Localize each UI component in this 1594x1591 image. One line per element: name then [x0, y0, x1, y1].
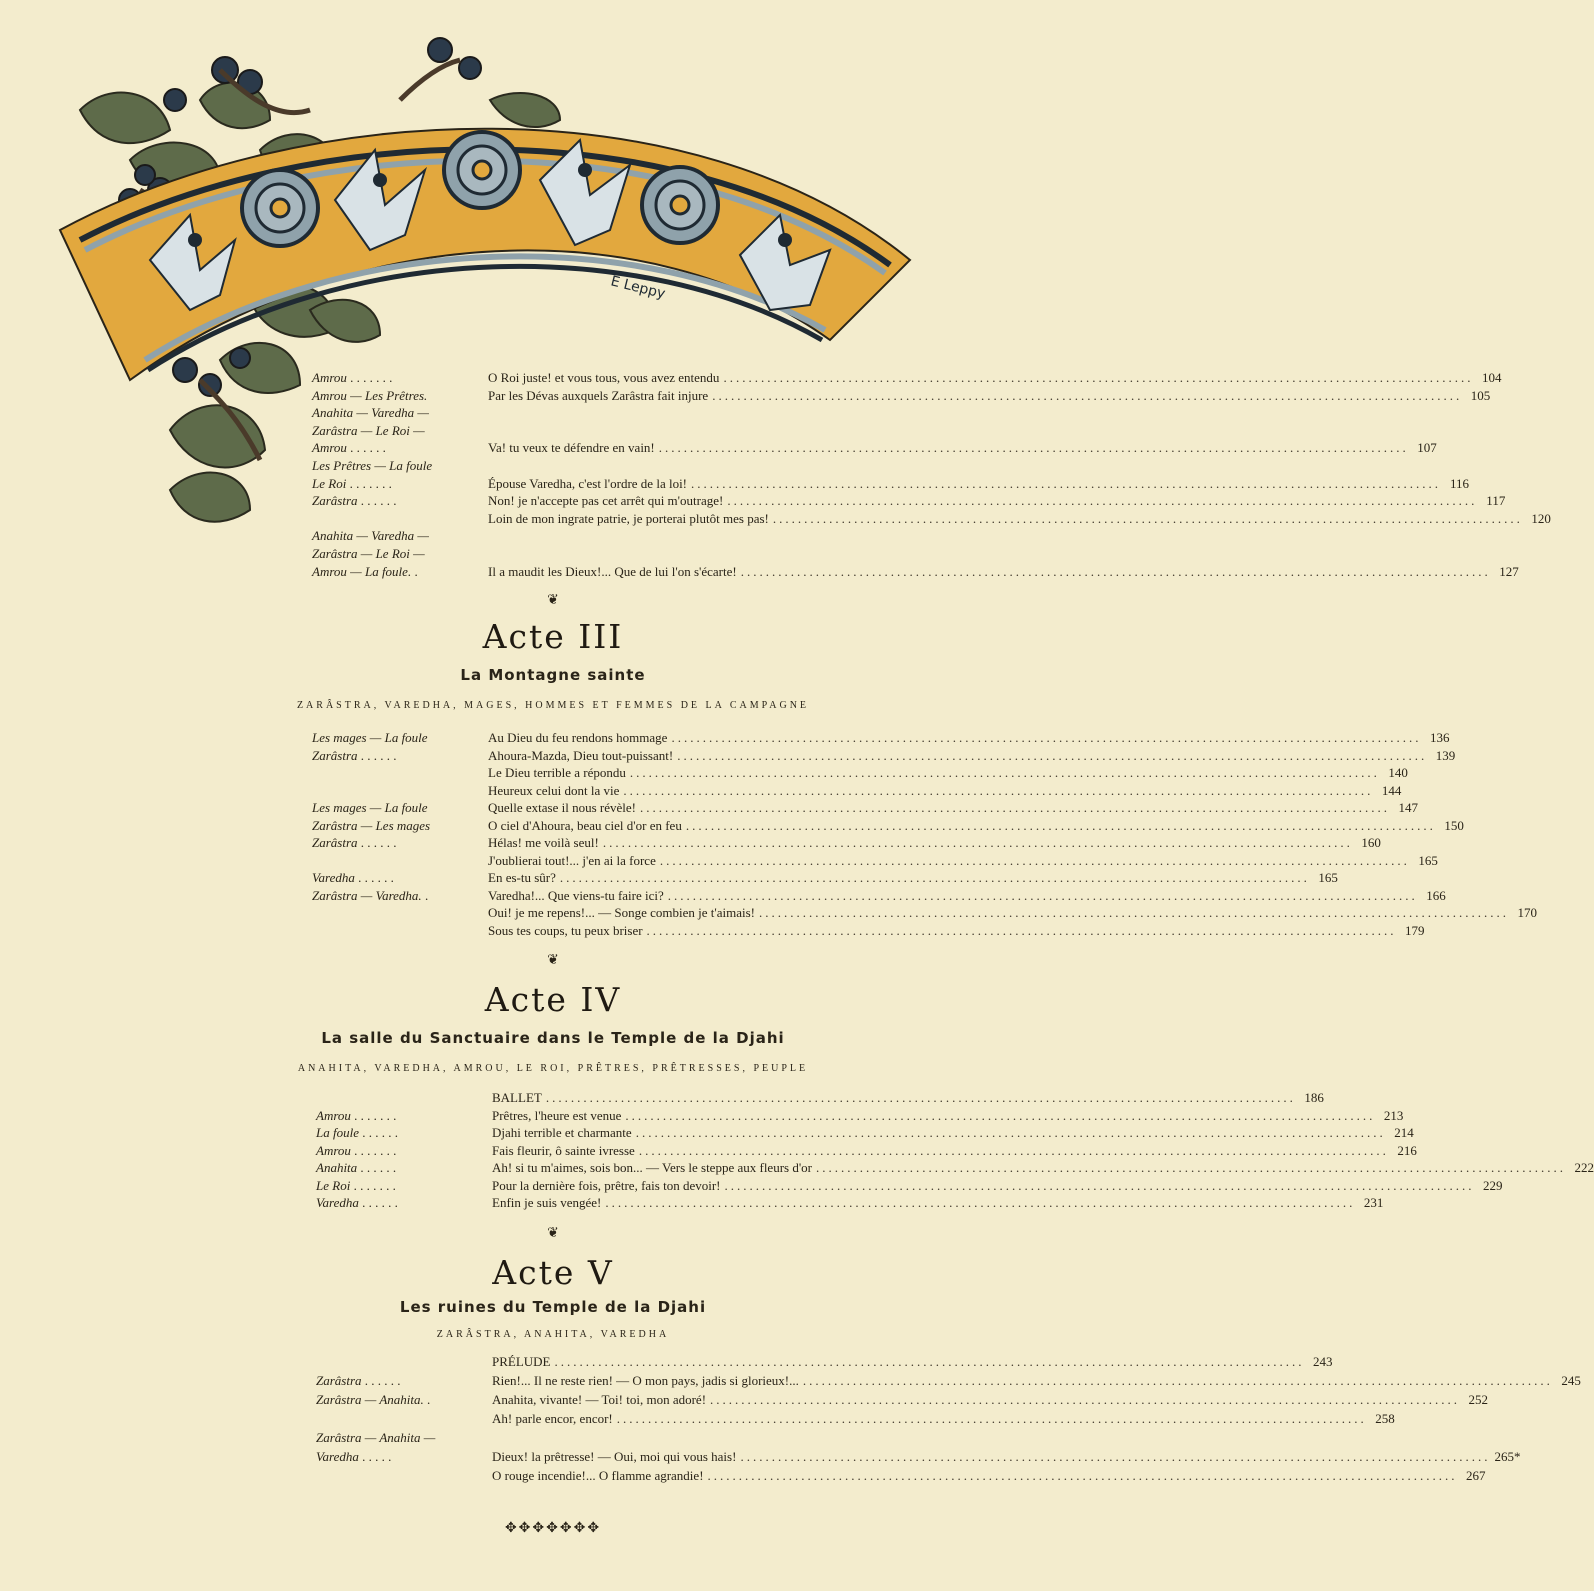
character-name [312, 835, 397, 851]
page-number: 160 [1361, 835, 1381, 850]
dot-leader: ........................................................................................................................ [659, 852, 1410, 868]
character-label: Zarâstra [312, 493, 358, 509]
page-number: 267 [1466, 1468, 1486, 1483]
leader-dots: . . . . . . [364, 1373, 401, 1388]
leader-dots: . . . . . . . [354, 1107, 397, 1123]
cue-text: Par les Dévas auxquels Zarâstra fait injure [488, 387, 709, 403]
cue-text: Quelle extase il nous révèle! [488, 800, 636, 815]
character-label: Le Roi [316, 1177, 351, 1193]
cue-text: Ah! parle encor, encor! [492, 1411, 613, 1426]
character-label: Amrou [316, 1107, 351, 1123]
character-label: Amrou [312, 370, 347, 385]
leader-dots: . . . . . . . [350, 370, 393, 385]
tailpiece-ornament-icon: ✥✥✥✥✥✥✥ [504, 1521, 602, 1536]
page-number: 116 [1449, 475, 1470, 491]
character-label: Zarâstra — Le Roi — [312, 422, 425, 438]
dot-leader: ........................................................................................................................ [710, 1392, 1461, 1407]
leader-dots: . [414, 563, 418, 579]
act4-title: Acte IV [484, 980, 622, 1019]
page-number: 179 [1405, 922, 1425, 938]
fleuron-divider-icon: ❦ [547, 953, 559, 968]
character-name [312, 748, 397, 764]
character-name [312, 800, 428, 816]
character-name [312, 870, 394, 886]
act3-title: Acte III [482, 617, 624, 656]
character-label: Anahita [316, 1160, 358, 1175]
dot-leader: ........................................................................................................................ [640, 800, 1390, 815]
character-label: Les Prêtres — La foule [312, 458, 433, 473]
page-number: 140 [1388, 765, 1408, 780]
cue-line [492, 1392, 1489, 1408]
leader-dots: . . . . . . . [353, 1177, 396, 1193]
character-name [312, 423, 425, 439]
cue-text: En es-tu sûr? [488, 870, 556, 885]
character-name [316, 1449, 391, 1465]
cue-line [492, 1468, 1486, 1484]
dot-leader: ........................................................................................................................ [658, 440, 1409, 456]
cue-line [488, 730, 1450, 746]
character-label: Zarâstra [316, 1373, 362, 1388]
cue-line [488, 887, 1446, 904]
dot-leader: ........................................................................................................................ [802, 1373, 1553, 1388]
cue-line [492, 1354, 1333, 1370]
page-number: 105 [1470, 387, 1491, 403]
page-number: 170 [1517, 905, 1537, 920]
dot-leader: ........................................................................................................................ [712, 387, 1463, 403]
dot-leader: ........................................................................................................................ [723, 370, 1474, 385]
cue-text: Sous tes coups, tu peux briser [488, 922, 643, 938]
character-name [312, 458, 432, 474]
character-label: Anahita — Varedha — [312, 528, 429, 544]
dot-leader: ........................................................................................................................ [727, 493, 1478, 509]
dot-leader: ........................................................................................................................ [625, 1107, 1376, 1123]
page-number: 243 [1313, 1354, 1333, 1369]
character-label: Zarâstra — Anahita. [316, 1392, 424, 1407]
character-label: Anahita — Varedha — [312, 405, 429, 421]
act3-subtitle: La Montagne sainte [460, 666, 646, 684]
character-name [312, 546, 425, 562]
cue-text: O ciel d'Ahoura, beau ciel d'or en feu [488, 817, 682, 833]
page-number: 117 [1486, 493, 1506, 509]
cue-line [488, 475, 1470, 492]
character-name [316, 1125, 398, 1141]
artist-signature: E Leppy [609, 273, 667, 303]
page-number: 265* [1494, 1449, 1521, 1464]
character-label: Zarâstra [312, 835, 358, 850]
character-label: Varedha [312, 870, 355, 885]
leader-dots: . . . . . . [362, 1195, 398, 1210]
cue-line [488, 905, 1537, 921]
page-number: 147 [1398, 800, 1418, 815]
cue-text: Enfin je suis vengée! [492, 1195, 602, 1210]
page-number: 229 [1483, 1177, 1503, 1193]
decorative-frieze [50, 40, 940, 550]
dot-leader: ........................................................................................................................ [629, 765, 1380, 780]
character-name [316, 1143, 396, 1159]
leader-dots: . . . . . [362, 1449, 392, 1464]
cue-line [488, 387, 1491, 404]
page-number: 107 [1417, 440, 1437, 456]
cue-line [488, 765, 1408, 781]
dot-leader: ........................................................................................................................ [816, 1160, 1567, 1175]
page-number: 231 [1363, 1195, 1384, 1210]
character-label: Zarâstra — Anahita — [316, 1430, 436, 1445]
cue-line [488, 370, 1502, 386]
cue-line [492, 1195, 1384, 1211]
act3-cast: ZARÂSTRA, VAREDHA, MAGES, HOMMES ET FEMMES DE LA CAMPAGNE [296, 700, 810, 711]
dot-leader: ........................................................................................................................ [671, 730, 1422, 745]
cue-text: Prêtres, l'heure est venue [492, 1107, 622, 1123]
character-name [312, 370, 392, 386]
dot-leader: ........................................................................................................................ [724, 1177, 1475, 1193]
page-number: 213 [1383, 1107, 1404, 1123]
character-name [316, 1430, 435, 1446]
cue-line [492, 1125, 1414, 1141]
cue-text: Il a maudit les Dieux!... Que de lui l'on s'écarte! [488, 563, 737, 579]
dot-leader: ........................................................................................................................ [740, 563, 1491, 579]
dot-leader: ........................................................................................................................ [635, 1125, 1386, 1140]
character-name [312, 818, 430, 834]
page-number: 144 [1381, 782, 1402, 798]
dot-leader: ........................................................................................................................ [623, 782, 1374, 798]
character-name [316, 1178, 396, 1194]
character-name [312, 730, 428, 746]
character-label: Zarâstra — Varedha. [312, 887, 422, 903]
act5-subtitle: Les ruines du Temple de la Djahi [399, 1298, 707, 1316]
dot-leader: ........................................................................................................................ [602, 835, 1353, 850]
character-name [316, 1195, 398, 1211]
dot-leader: ........................................................................................................................ [545, 1090, 1296, 1105]
character-name [316, 1373, 401, 1389]
character-label: Amrou — Les Prêtres. [312, 387, 428, 403]
fleuron-divider-icon: ❦ [547, 1226, 559, 1241]
character-label: Les mages — La foule [312, 730, 428, 745]
cue-line [492, 1160, 1594, 1176]
cue-text: J'oublierai tout!... j'en ai la force [488, 852, 656, 868]
cue-text: Djahi terrible et charmante [492, 1125, 632, 1140]
character-label: Varedha [316, 1449, 359, 1464]
cue-line [488, 563, 1519, 580]
page-number: 120 [1531, 510, 1551, 526]
dot-leader: ........................................................................................................................ [772, 510, 1523, 526]
cue-text: Épouse Varedha, c'est l'ordre de la loi! [488, 475, 688, 491]
character-name [312, 405, 429, 421]
cue-text: Au Dieu du feu rendons hommage [488, 730, 668, 745]
character-label: La foule [316, 1125, 359, 1140]
cue-line [488, 800, 1418, 816]
cue-line [488, 817, 1464, 834]
page-number: 258 [1375, 1411, 1395, 1426]
dot-leader: ........................................................................................................................ [691, 475, 1442, 491]
cue-line [492, 1107, 1404, 1124]
page-number: 222 [1574, 1160, 1594, 1175]
character-name [312, 493, 397, 509]
cue-text: Va! tu veux te défendre en vain! [488, 440, 655, 456]
dot-leader: ........................................................................................................................ [677, 747, 1428, 763]
page-number: 214 [1394, 1125, 1414, 1140]
cue-text: Heureux celui dont la vie [488, 782, 620, 798]
character-name [316, 1160, 396, 1176]
character-name [316, 1392, 430, 1408]
act4-cast: ANAHITA, VAREDHA, AMROU, LE ROI, PRÊTRES, PRÊTRESSES, PEUPLE [297, 1063, 809, 1074]
cue-line [488, 870, 1338, 886]
cue-line [492, 1449, 1521, 1465]
page-number: 245 [1561, 1373, 1581, 1388]
act4-subtitle: La salle du Sanctuaire dans le Temple de la Djahi [321, 1029, 785, 1047]
cue-text: Pour la dernière fois, prêtre, fais ton devoir! [492, 1177, 721, 1193]
cue-text: O rouge incendie!... O flamme agrandie! [492, 1468, 704, 1483]
cue-text: Oui! je me repens!... — Songe combien je t'aimais! [488, 905, 755, 920]
cue-line [488, 852, 1438, 869]
page-number: 186 [1304, 1090, 1324, 1105]
dot-leader: ........................................................................................................................ [667, 887, 1418, 903]
character-name [316, 1108, 396, 1124]
dot-leader: ........................................................................................................................ [554, 1354, 1305, 1369]
dot-leader: ........................................................................................................................ [559, 870, 1310, 885]
dot-leader: ........................................................................................................................ [638, 1142, 1389, 1158]
page-number: 139 [1435, 747, 1456, 763]
character-label: Zarâstra [312, 747, 358, 763]
character-label: Amrou [316, 1142, 351, 1158]
leader-dots: . [427, 1392, 431, 1407]
cue-text: O Roi juste! et vous tous, vous avez entendu [488, 370, 720, 385]
cue-line [492, 1411, 1395, 1427]
leader-dots: . . . . . . [362, 1125, 398, 1140]
page-number: 104 [1481, 370, 1502, 385]
character-name [312, 476, 392, 492]
page-number: 165 [1318, 870, 1338, 885]
dot-leader: ........................................................................................................................ [740, 1449, 1491, 1464]
cue-text: BALLET [492, 1090, 542, 1105]
dot-leader: ........................................................................................................................ [685, 817, 1436, 833]
character-label: Zarâstra — Les mages [312, 817, 431, 833]
leader-dots: . [424, 887, 429, 903]
character-name [312, 888, 428, 904]
act5-cast: ZARÂSTRA, ANAHITA, VAREDHA [436, 1329, 670, 1340]
dot-leader: ........................................................................................................................ [646, 922, 1397, 938]
dot-leader: ........................................................................................................................ [758, 905, 1509, 920]
leader-dots: . . . . . . [360, 493, 397, 509]
character-name [312, 528, 429, 544]
cue-line [488, 440, 1437, 456]
cue-line [488, 835, 1381, 851]
page-number: 165 [1418, 852, 1438, 868]
cue-line [492, 1090, 1324, 1106]
cue-text: Dieux! la prêtresse! — Oui, moi qui vous hais! [492, 1449, 737, 1464]
character-label: Zarâstra — Le Roi — [312, 546, 425, 561]
cue-text: Ahoura-Mazda, Dieu tout-puissant! [488, 747, 674, 763]
character-label: Varedha [316, 1195, 359, 1210]
character-name [312, 388, 427, 404]
character-name [312, 440, 386, 456]
cue-text: Loin de mon ingrate patrie, je porterai plutôt mes pas! [488, 510, 769, 526]
character-label: Amrou [312, 440, 347, 456]
page-number: 150 [1444, 817, 1464, 833]
cue-line [488, 782, 1402, 799]
leader-dots: . . . . . . [350, 440, 386, 456]
page-number: 252 [1468, 1392, 1489, 1407]
dot-leader: ........................................................................................................................ [707, 1468, 1458, 1483]
character-name [312, 564, 418, 580]
cue-text: Hélas! me voilà seul! [488, 835, 599, 850]
leader-dots: . . . . . . [360, 835, 397, 850]
cue-text: Anahita, vivante! — Toi! toi, mon adoré! [492, 1392, 707, 1407]
leader-dots: . . . . . . . [354, 1142, 397, 1158]
cue-line [488, 493, 1506, 509]
leader-dots: . . . . . . [360, 747, 397, 763]
character-label: Le Roi [312, 475, 347, 491]
cue-text: Ah! si tu m'aimes, sois bon... — Vers le steppe aux fleurs d'or [492, 1160, 813, 1175]
leader-dots: . . . . . . [358, 870, 394, 885]
cue-line [492, 1142, 1417, 1159]
cue-text: Rien!... Il ne reste rien! — O mon pays, jadis si glorieux!... [492, 1373, 799, 1388]
dot-leader: ........................................................................................................................ [605, 1195, 1356, 1210]
dot-leader: ........................................................................................................................ [616, 1411, 1367, 1426]
cue-text: Le Dieu terrible a répondu [488, 765, 626, 780]
page-number: 216 [1397, 1142, 1417, 1158]
cue-line [488, 747, 1456, 764]
character-label: Amrou — La foule. [312, 563, 412, 579]
cue-line [492, 1373, 1581, 1389]
cue-text: PRÉLUDE [492, 1354, 551, 1369]
act5-title: Acte V [492, 1253, 614, 1292]
page-number: 136 [1429, 730, 1450, 745]
character-label: Les mages — La foule [312, 800, 428, 815]
cue-line [488, 510, 1551, 527]
cue-text: Fais fleurir, ô sainte ivresse [492, 1142, 635, 1158]
fleuron-divider-icon: ❦ [547, 593, 559, 608]
cue-text: Non! je n'accepte pas cet arrêt qui m'outrage! [488, 493, 724, 509]
cue-text: Varedha!... Que viens-tu faire ici? [488, 887, 664, 903]
cue-line [488, 922, 1425, 939]
leader-dots: . . . . . . . [349, 475, 392, 491]
leader-dots: . . . . . . [360, 1160, 397, 1175]
cue-line [492, 1177, 1503, 1194]
page-number: 166 [1426, 887, 1446, 903]
page-number: 127 [1499, 563, 1519, 579]
